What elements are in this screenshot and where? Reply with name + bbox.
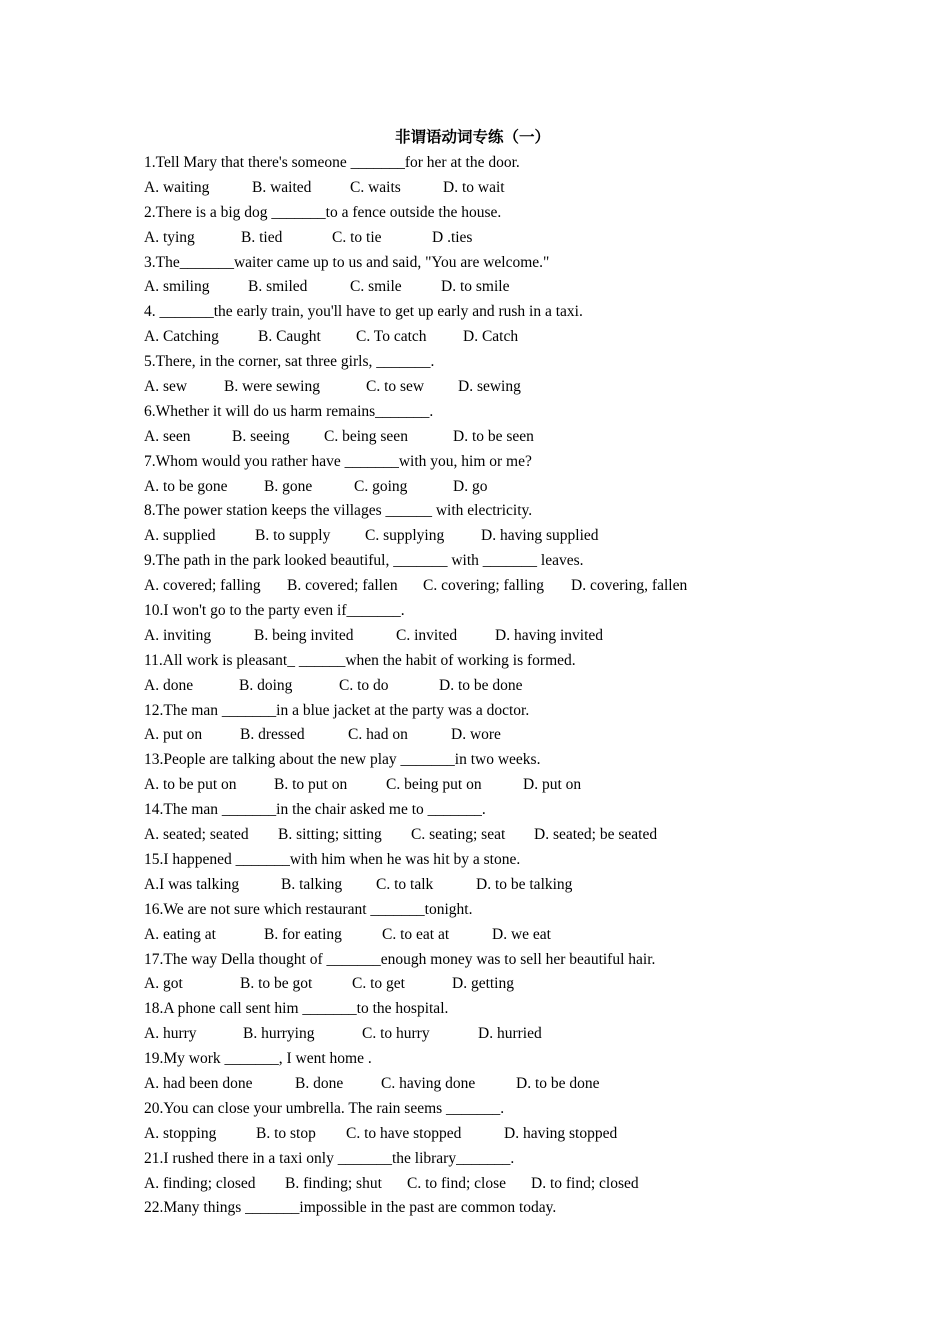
option-d: D .ties xyxy=(432,228,473,246)
option-b: B. tied xyxy=(241,228,283,246)
option-d: D. covering, fallen xyxy=(571,577,688,595)
question-list xyxy=(144,151,864,1221)
option-row xyxy=(144,1122,864,1147)
option-c: C. to eat at xyxy=(382,925,450,943)
option-d: D. having stopped xyxy=(504,1124,618,1142)
question-item xyxy=(144,151,864,201)
option-a: A. got xyxy=(144,975,183,993)
option-d: D. having supplied xyxy=(481,527,599,545)
question-item xyxy=(144,450,864,500)
option-b: B. covered; fallen xyxy=(287,577,398,595)
option-d: D. to wait xyxy=(443,178,505,196)
option-a: A. to be gone xyxy=(144,477,228,495)
option-d: D. to be done xyxy=(439,676,523,694)
question-stem: 22.Many things _______impossible in the past are common today. xyxy=(144,1199,557,1217)
question-item xyxy=(144,400,864,450)
option-d: D. we eat xyxy=(492,925,551,943)
question-item xyxy=(144,499,864,549)
question-item xyxy=(144,699,864,749)
option-d: D. to smile xyxy=(441,278,510,296)
option-d: D. Catch xyxy=(463,328,519,346)
option-b: B. to put on xyxy=(274,776,348,794)
option-a: A. seen xyxy=(144,427,191,445)
option-a: A. stopping xyxy=(144,1124,217,1142)
option-c: C. being put on xyxy=(386,776,482,794)
option-a: A.I was talking xyxy=(144,875,240,893)
option-d: D. wore xyxy=(451,726,501,744)
option-row xyxy=(144,972,864,997)
option-b: B. seeing xyxy=(232,427,290,445)
option-c: C. to do xyxy=(339,676,389,694)
question-item xyxy=(144,1097,864,1147)
option-a: A. sew xyxy=(144,378,188,396)
option-c: C. to get xyxy=(352,975,405,993)
option-c: C. to sew xyxy=(366,378,425,396)
option-b: B. being invited xyxy=(254,626,354,644)
question-stem: 2.There is a big dog _______to a fence outside the house. xyxy=(144,203,502,221)
option-d: D. to be talking xyxy=(476,875,573,893)
question-item xyxy=(144,848,864,898)
option-d: D. seated; be seated xyxy=(534,826,658,844)
option-b: B. to stop xyxy=(256,1124,316,1142)
option-d: D. sewing xyxy=(458,378,521,396)
question-item xyxy=(144,898,864,948)
option-row xyxy=(144,574,864,599)
option-d: D. having invited xyxy=(495,626,604,644)
question-stem: 11.All work is pleasant_ ______when the habit of working is formed. xyxy=(144,651,576,669)
question-stem: 12.The man _______in a blue jacket at the party was a doctor. xyxy=(144,701,530,719)
option-b: B. done xyxy=(295,1074,344,1092)
option-d: D. to find; closed xyxy=(531,1174,639,1192)
question-stem: 16.We are not sure which restaurant _______tonight. xyxy=(144,900,473,918)
option-row xyxy=(144,773,864,798)
option-a: A. done xyxy=(144,676,194,694)
option-b: B. waited xyxy=(252,178,312,196)
option-a: A. put on xyxy=(144,726,203,744)
option-a: A. had been done xyxy=(144,1074,253,1092)
option-b: B. were sewing xyxy=(224,378,320,396)
option-c: C. going xyxy=(354,477,408,495)
option-b: B. dressed xyxy=(240,726,305,744)
question-stem: 15.I happened _______with him when he was hit by a stone. xyxy=(144,850,521,868)
question-stem: 18.A phone call sent him _______to the hospital. xyxy=(144,1000,449,1018)
question-item xyxy=(144,549,864,599)
question-item xyxy=(144,251,864,301)
option-c: C. had on xyxy=(348,726,408,744)
option-c: C. To catch xyxy=(356,328,427,346)
option-row xyxy=(144,425,864,450)
option-row xyxy=(144,624,864,649)
question-stem: 6.Whether it will do us harm remains_______. xyxy=(144,402,434,420)
option-a: A. supplied xyxy=(144,527,216,545)
option-row xyxy=(144,1022,864,1047)
question-stem: 8.The power station keeps the villages ______ with electricity. xyxy=(144,502,533,520)
question-stem: 9.The path in the park looked beautiful, _______ with _______ leaves. xyxy=(144,552,584,570)
question-stem: 4. _______the early train, you'll have to get up early and rush in a taxi. xyxy=(144,303,583,321)
question-item xyxy=(144,798,864,848)
option-b: B. Caught xyxy=(258,328,321,346)
option-c: C. to have stopped xyxy=(346,1124,462,1142)
option-row xyxy=(144,524,864,549)
option-a: A. finding; closed xyxy=(144,1174,256,1192)
question-stem: 14.The man _______in the chair asked me to _______. xyxy=(144,801,486,819)
question-item xyxy=(144,649,864,699)
option-b: B. to be got xyxy=(240,975,313,993)
option-d: D. to be seen xyxy=(453,427,534,445)
option-a: A. waiting xyxy=(144,178,210,196)
option-row xyxy=(144,923,864,948)
option-row xyxy=(144,275,864,300)
option-c: C. to talk xyxy=(376,875,434,893)
question-stem: 3.The_______waiter came up to us and said, "You are welcome." xyxy=(144,253,550,271)
question-item xyxy=(144,201,864,251)
option-c: C. to hurry xyxy=(362,1025,430,1043)
option-b: B. doing xyxy=(239,676,293,694)
option-a: A. hurry xyxy=(144,1025,197,1043)
option-a: A. eating at xyxy=(144,925,216,943)
option-row xyxy=(144,823,864,848)
option-b: B. for eating xyxy=(264,925,342,943)
option-c: C. invited xyxy=(396,626,458,644)
question-stem: 5.There, in the corner, sat three girls, _______. xyxy=(144,353,435,371)
question-item xyxy=(144,350,864,400)
option-a: A. seated; seated xyxy=(144,826,249,844)
question-stem: 20.You can close your umbrella. The rain seems _______. xyxy=(144,1099,505,1117)
option-row xyxy=(144,325,864,350)
question-stem: 17.The way Della thought of _______enough money was to sell her beautiful hair. xyxy=(144,950,656,968)
question-item xyxy=(144,1196,864,1221)
option-a: A. Catching xyxy=(144,328,219,346)
option-c: C. covering; falling xyxy=(423,577,544,595)
option-b: B. sitting; sitting xyxy=(278,826,382,844)
question-stem: 13.People are talking about the new play _______in two weeks. xyxy=(144,751,541,769)
option-row xyxy=(144,873,864,898)
question-item xyxy=(144,997,864,1047)
option-row xyxy=(144,375,864,400)
option-c: C. waits xyxy=(350,178,401,196)
option-c: C. to tie xyxy=(332,228,382,246)
option-d: D. to be done xyxy=(516,1074,600,1092)
option-b: B. to supply xyxy=(255,527,331,545)
option-c: C. supplying xyxy=(365,527,445,545)
option-c: C. to find; close xyxy=(407,1174,507,1192)
option-row xyxy=(144,475,864,500)
question-stem: 1.Tell Mary that there's someone _______for her at the door. xyxy=(144,154,520,171)
option-d: D. hurried xyxy=(478,1025,542,1043)
question-stem: 7.Whom would you rather have _______with you, him or me? xyxy=(144,452,532,470)
question-item xyxy=(144,599,864,649)
option-row xyxy=(144,723,864,748)
question-stem: 10.I won't go to the party even if_______. xyxy=(144,602,405,620)
question-item xyxy=(144,748,864,798)
question-item xyxy=(144,948,864,998)
option-c: C. having done xyxy=(381,1074,476,1092)
question-item xyxy=(144,1047,864,1097)
question-stem: 19.My work _______, I went home . xyxy=(144,1050,372,1068)
option-a: A. tying xyxy=(144,228,195,246)
option-a: A. smiling xyxy=(144,278,210,296)
option-row xyxy=(144,1072,864,1097)
question-item xyxy=(144,1147,864,1197)
option-row xyxy=(144,226,864,251)
option-c: C. smile xyxy=(350,278,402,296)
question-stem: 21.I rushed there in a taxi only _______the library_______. xyxy=(144,1149,515,1167)
option-a: A. to be put on xyxy=(144,776,237,794)
option-c: C. seating; seat xyxy=(411,826,506,844)
option-row xyxy=(144,1172,864,1197)
option-b: B. smiled xyxy=(248,278,308,296)
option-row xyxy=(144,176,864,201)
question-item xyxy=(144,300,864,350)
option-b: B. hurrying xyxy=(243,1025,315,1043)
option-a: A. inviting xyxy=(144,626,212,644)
option-a: A. covered; falling xyxy=(144,577,261,595)
option-d: D. put on xyxy=(523,776,582,794)
option-b: B. talking xyxy=(281,875,343,893)
option-d: D. getting xyxy=(452,975,514,993)
option-b: B. gone xyxy=(264,477,313,495)
option-row xyxy=(144,674,864,699)
option-c: C. being seen xyxy=(324,427,408,445)
worksheet-title: 非谓语动词专练（一） xyxy=(394,128,550,146)
option-d: D. go xyxy=(453,477,488,495)
option-b: B. finding; shut xyxy=(285,1174,382,1192)
